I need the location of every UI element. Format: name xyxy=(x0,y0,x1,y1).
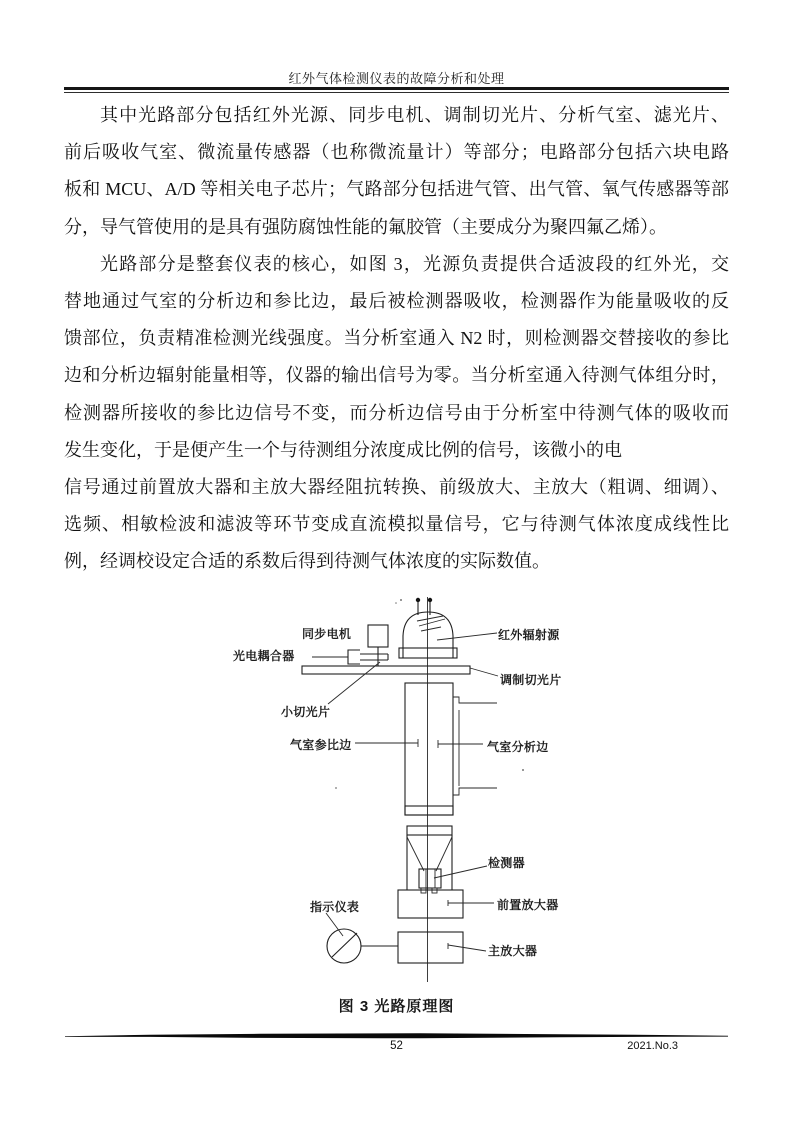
label-ir-source: 红外辐射源 xyxy=(498,628,560,642)
body-line: 检测器所接收的参比边信号不变，而分析边信号由于分析室中待测气体的吸收而 xyxy=(64,402,729,423)
body-line: 信号通过前置放大器和主放大器经阻抗转换、前级放大、主放大（粗调、细调）、 xyxy=(64,476,729,497)
body-line: 光路部分是整套仪表的核心，如图 3，光源负责提供合适波段的红外光，交 xyxy=(100,253,729,274)
label-chopper: 调制切光片 xyxy=(500,673,562,687)
page-title: 红外气体检测仪表的故障分析和处理 xyxy=(288,71,505,86)
gas-chamber-column xyxy=(355,683,497,815)
label-main-amp: 主放大器 xyxy=(488,944,538,958)
body-line: 替地通过气室的分析边和参比边，最后被检测器吸收，检测器作为能量吸收的反 xyxy=(64,290,729,311)
figure-caption: 图 3 光路原理图 xyxy=(338,998,455,1015)
body-line: 例，经调校设定合适的系数后得到待测气体浓度的实际数值。 xyxy=(64,551,550,572)
preamp-box xyxy=(398,890,494,918)
label-preamp: 前置放大器 xyxy=(497,898,559,912)
scan-noise xyxy=(335,599,524,789)
ir-source-dome xyxy=(399,598,457,658)
main-amp-box xyxy=(398,932,486,963)
footer-issue: 2021.No.3 xyxy=(627,1040,678,1052)
header-rule-thin xyxy=(64,92,729,93)
small-chopper-leader xyxy=(328,662,380,704)
label-analysis-side: 气室分析边 xyxy=(487,740,549,754)
ir-source-leader xyxy=(437,633,497,640)
body-line: 边和分析边辐射能量相等，仪器的输出信号为零。当分析室通入待测气体组分时， xyxy=(64,365,729,386)
body-line: 选频、相敏检波和滤波等环节变成直流模拟量信号，它与待测气体浓度成线性比 xyxy=(64,514,729,535)
body-line: 分，导气管使用的是具有强防腐蚀性能的氟胶管（主要成分为聚四氟乙烯）。 xyxy=(64,216,667,237)
body-line: 发生变化，于是便产生一个与待测组分浓度成比例的信号，该微小的电 xyxy=(64,439,622,460)
footer-page-number: 52 xyxy=(390,1040,403,1052)
label-small-chopper: 小切光片 xyxy=(281,705,331,719)
label-photocoupler: 光电耦合器 xyxy=(233,649,295,663)
body-line: 板和 MCU、A/D 等相关电子芯片；气路部分包括进气管、出气管、氧气传感器等部 xyxy=(64,179,729,200)
label-ref-side: 气室参比边 xyxy=(290,738,352,752)
label-detector: 检测器 xyxy=(488,856,525,870)
body-line: 前后吸收气室、微流量传感器（也称微流量计）等部分；电路部分包括六块电路 xyxy=(64,142,729,163)
body-text xyxy=(64,97,729,580)
label-sync-motor: 同步电机 xyxy=(302,627,352,641)
label-indicator: 指示仪表 xyxy=(310,900,360,914)
detector-assembly xyxy=(407,826,487,893)
body-line: 馈部位，负责精准检测光线强度。当分析室通入 N2 时，则检测器交替接收的参比 xyxy=(64,328,729,349)
indicator-meter xyxy=(326,913,398,963)
header-rule-thick xyxy=(64,87,729,90)
chopper-bar xyxy=(302,666,498,676)
body-line: 其中光路部分包括红外光源、同步电机、调制切光片、分析气室、滤光片、 xyxy=(100,105,729,125)
optical-path-diagram xyxy=(225,585,575,995)
